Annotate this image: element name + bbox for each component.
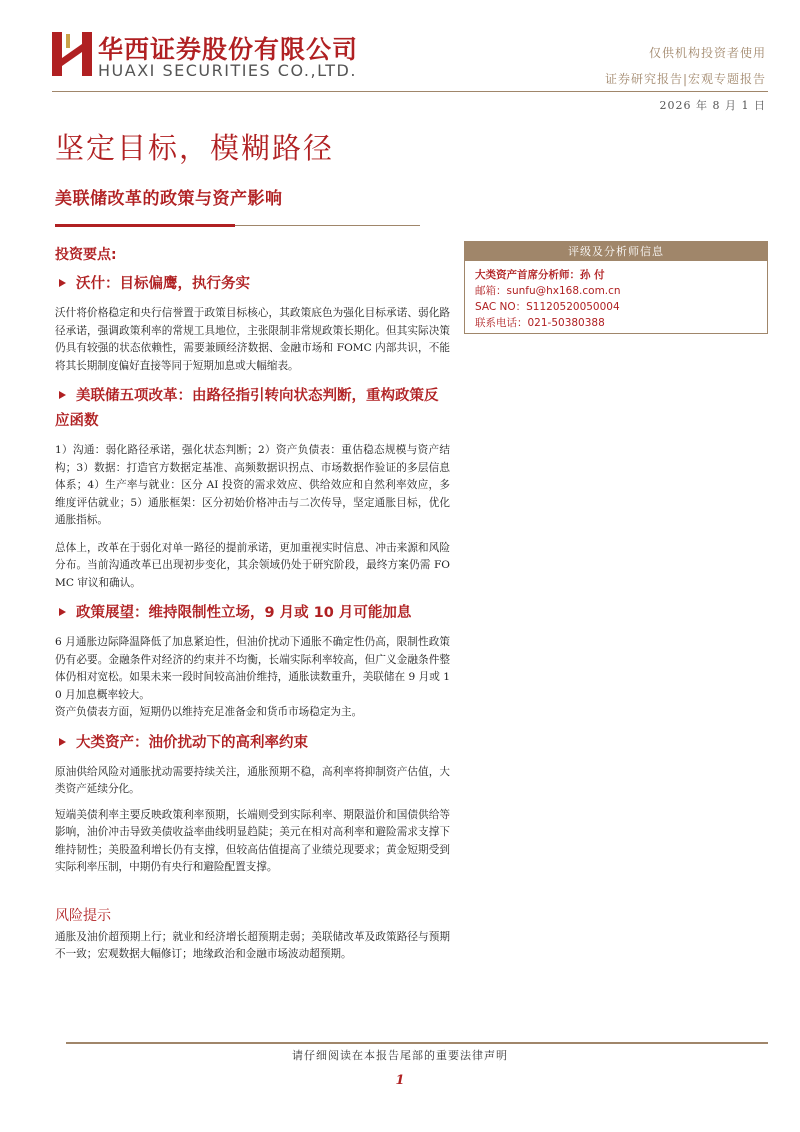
section-wash xyxy=(55,272,450,375)
section-heading-text: 大类资产：油价扰动下的高利率约束 xyxy=(76,734,308,751)
section-heading xyxy=(55,731,450,756)
huaxi-logo-icon xyxy=(52,32,92,76)
key-points-label: 投资要点: xyxy=(55,247,117,263)
risk-paragraph: 通胀及油价超预期上行；就业和经济增长超预期走弱；美联储改革及政策路径与预期不一致；宏观数据大幅修订；地缘政治和金融市场波动超预期。 xyxy=(55,930,450,960)
report-title: 坚定目标，模糊路径 xyxy=(55,131,335,165)
section-heading xyxy=(55,272,450,297)
analyst-sac-number: SAC NO：S1120520050004 xyxy=(475,301,620,313)
risk-heading: 风险提示 xyxy=(55,907,111,924)
section-heading-text: 政策展望：维持限制性立场，9 月或 10 月可能加息 xyxy=(76,605,412,621)
title-rule-primary xyxy=(55,224,235,227)
title-rule-secondary xyxy=(235,225,420,226)
section-fed-reforms xyxy=(55,384,450,592)
company-name-cn: 华西证券股份有限公司 xyxy=(98,35,359,64)
section-paragraph: 资产负债表方面，短期仍以维持充足准备金和货币市场稳定为主。 xyxy=(55,706,363,718)
analyst-box-body xyxy=(465,261,767,337)
section-paragraph: 短端美债利率主要反映政策利率预期，长端则受到实际利率、期限溢价和国债供给等影响，油价冲击导致美债收益率曲线明显趋陡；美元在相对高利率和避险需求支撑下维持韧性；美股盈利增长仍有支撑，但较高估值提高了业绩兑现要求；黄金短期受到实际利率压制，中期仍有央行和避险配置支撑。 xyxy=(55,808,450,873)
triangle-bullet-icon xyxy=(59,738,66,746)
section-heading xyxy=(55,601,450,626)
section-paragraph: 原油供给风险对通胀扰动需要持续关注，通胀预期不稳，高利率将抑制资产估值，大类资产延续分化。 xyxy=(55,765,450,795)
header-divider xyxy=(52,91,768,92)
section-paragraph: 沃什将价格稳定和央行信誉置于政策目标核心，其政策底色为强化目标承诺、弱化路径承诺，强调政策利率的常规工具地位，主张限制非常规政策长期化。但其实际决策仍具有较强的状态依赖性，需要兼顾经济数据、金融市场和 FOMC 内部共识，不能将其长期制度偏好直接等同于短期加息或大幅缩表。 xyxy=(55,307,450,372)
section-heading-text: 沃什：目标偏鹰，执行务实 xyxy=(76,276,250,292)
analyst-phone: 联系电话：021-50380388 xyxy=(475,317,605,329)
analyst-email[interactable]: 邮箱：sunfu@hx168.com.cn xyxy=(475,285,621,297)
company-name-en: HUAXI SECURITIES CO.,LTD. xyxy=(98,61,357,80)
section-paragraph: 6 月通胀边际降温降低了加息紧迫性，但油价扰动下通胀不确定性仍高，限制性政策仍有必要。金融条件对经济的约束并不均衡，长端实际利率较高，但广义金融条件整体仍相对宽松。如果未来一段时间较高油价维持，通胀读数重升，美联储在 9 月或 10 月加息概率较大。 xyxy=(55,636,450,701)
risk-section xyxy=(55,905,450,964)
section-asset-classes xyxy=(55,731,450,877)
section-paragraph: 1）沟通：弱化路径承诺，强化状态判断；2）资产负债表：重估稳态规模与资产结构；3）数据：打造官方数据定基准、高频数据识拐点、市场数据作验证的多层信息体系；4）生产率与就业：区分 AI 投资的需求效应、供给效应和自然利率效应，多维度评估就业；5）通胀框架：区分初始价格冲击与二次传导，坚定通胀目标，优化通胀指标。 xyxy=(55,444,450,526)
section-policy-outlook xyxy=(55,601,450,722)
report-subtitle: 美联储改革的政策与资产影响 xyxy=(55,189,283,209)
footer-divider xyxy=(66,1042,768,1044)
section-heading xyxy=(55,384,450,434)
analyst-box-header: 评级及分析师信息 xyxy=(465,242,767,261)
page-number: 1 xyxy=(395,1073,405,1088)
analyst-info-box xyxy=(464,241,768,334)
triangle-bullet-icon xyxy=(59,279,66,287)
audience-note: 仅供机构投资者使用 xyxy=(648,46,766,60)
section-paragraph: 总体上，改革在于弱化对单一路径的提前承诺，更加重视实时信息、冲击来源和风险分布。当前沟通改革已出现初步变化，其余领域仍处于研究阶段，最终方案仍需 FOMC 审议和确认。 xyxy=(55,541,450,589)
triangle-bullet-icon xyxy=(59,391,66,399)
report-date: 2026 年 8 月 1 日 xyxy=(659,99,766,112)
triangle-bullet-icon xyxy=(59,608,66,616)
analyst-name: 大类资产首席分析师：孙 付 xyxy=(475,269,605,281)
key-points-column xyxy=(55,244,450,964)
report-type: 证券研究报告|宏观专题报告 xyxy=(604,72,766,86)
section-heading-text: 美联储五项改革：由路径指引转向状态判断，重构政策反应函数 xyxy=(55,388,439,429)
legal-disclaimer-note: 请仔细阅读在本报告尾部的重要法律声明 xyxy=(292,1049,508,1062)
